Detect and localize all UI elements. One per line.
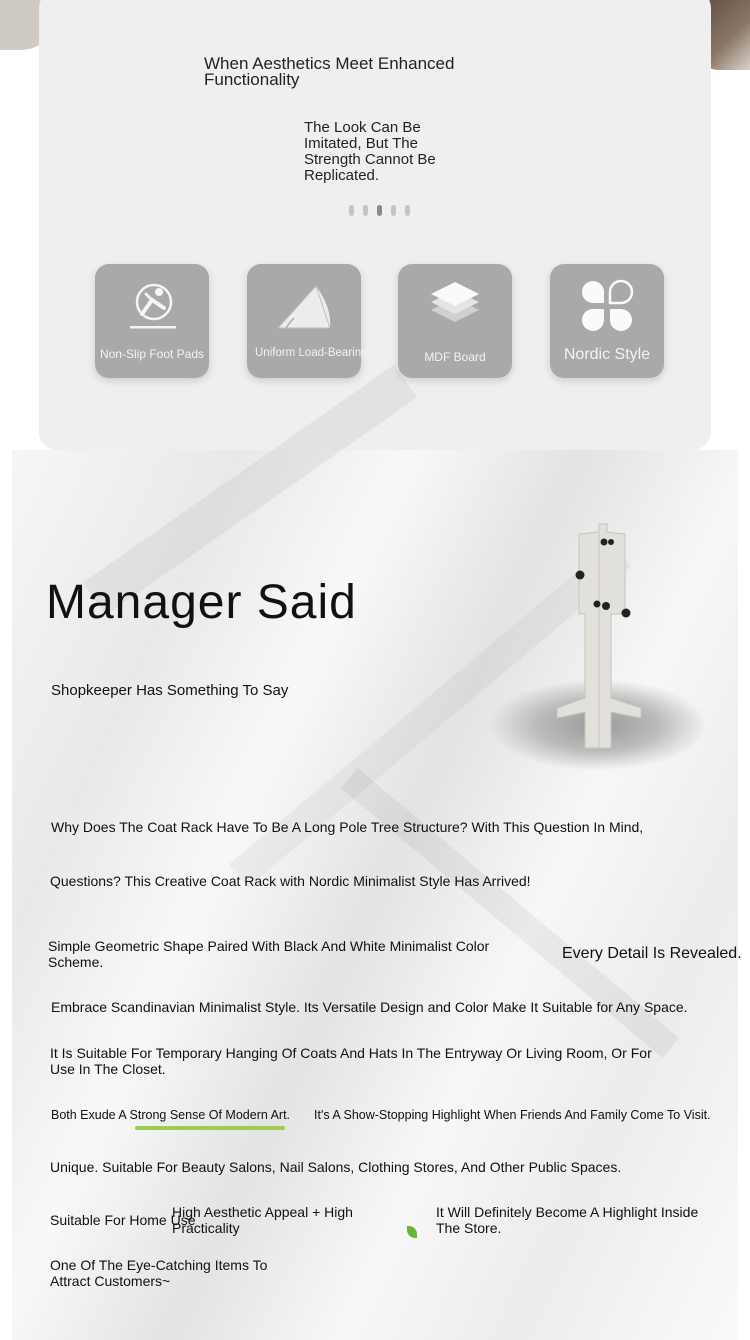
text-detail: Every Detail Is Revealed.	[562, 945, 742, 962]
slip-person-icon	[95, 278, 209, 334]
text-store-highlight: It Will Definitely Become A Highlight Inside The Store.	[436, 1204, 699, 1236]
section-subtitle: Shopkeeper Has Something To Say	[51, 682, 289, 699]
text-question-1: Why Does The Coat Rack Have To Be A Long Pole Tree Structure? With This Question In Mind,	[51, 819, 644, 835]
carousel-dot[interactable]	[391, 205, 396, 216]
carousel-dot-active[interactable]	[377, 205, 382, 216]
layers-icon	[398, 278, 512, 334]
feature-non-slip	[95, 264, 209, 378]
carousel-dot[interactable]	[349, 205, 354, 216]
text-eye-catching: One Of The Eye-Catching Items To Attract Customers~	[50, 1257, 268, 1289]
feature-label: Nordic Style	[563, 346, 651, 363]
text-home-use: Suitable For Home Use	[50, 1212, 196, 1228]
load-triangle-icon	[247, 278, 361, 334]
carousel-dot[interactable]	[363, 205, 368, 216]
feature-nordic	[550, 264, 664, 378]
text-temporary: It Is Suitable For Temporary Hanging Of Coats And Hats In The Entryway Or Living Room, Or For Use In The Closet.	[50, 1045, 652, 1077]
feature-load-bearing	[247, 264, 368, 378]
card-headline: When Aesthetics Meet Enhanced Functionality	[204, 54, 455, 89]
text-highlight-visit: It's A Show-Stopping Highlight When Friends And Family Come To Visit.	[314, 1108, 711, 1122]
coat-rack-image	[555, 522, 645, 752]
feature-label: Uniform Load-Bearing	[255, 347, 368, 359]
feature-label: MDF Board	[424, 350, 486, 364]
text-aesthetic-appeal: High Aesthetic Appeal + High Practicality	[172, 1204, 353, 1236]
section-title: Manager Said	[46, 576, 357, 629]
text-unique: Unique. Suitable For Beauty Salons, Nail Salons, Clothing Stores, And Other Public Spaces.	[50, 1159, 622, 1175]
card-subline: The Look Can Be Imitated, But The Strength Cannot Be Replicated.	[304, 119, 436, 184]
text-embrace: Embrace Scandinavian Minimalist Style. Its Versatile Design and Color Make It Suitable for Any Space.	[51, 999, 688, 1015]
petals-icon	[550, 278, 664, 334]
text-question-2: Questions? This Creative Coat Rack with Nordic Minimalist Style Has Arrived!	[50, 873, 531, 889]
feature-label: Non-Slip Foot Pads	[99, 347, 205, 361]
feature-mdf	[398, 264, 512, 378]
carousel-indicator[interactable]	[349, 205, 410, 216]
carousel-dot[interactable]	[405, 205, 410, 216]
text-geometric: Simple Geometric Shape Paired With Black And White Minimalist Color Scheme.	[48, 938, 490, 970]
green-underline	[135, 1126, 285, 1130]
text-modern-art: Both Exude A Strong Sense Of Modern Art.	[51, 1108, 291, 1122]
